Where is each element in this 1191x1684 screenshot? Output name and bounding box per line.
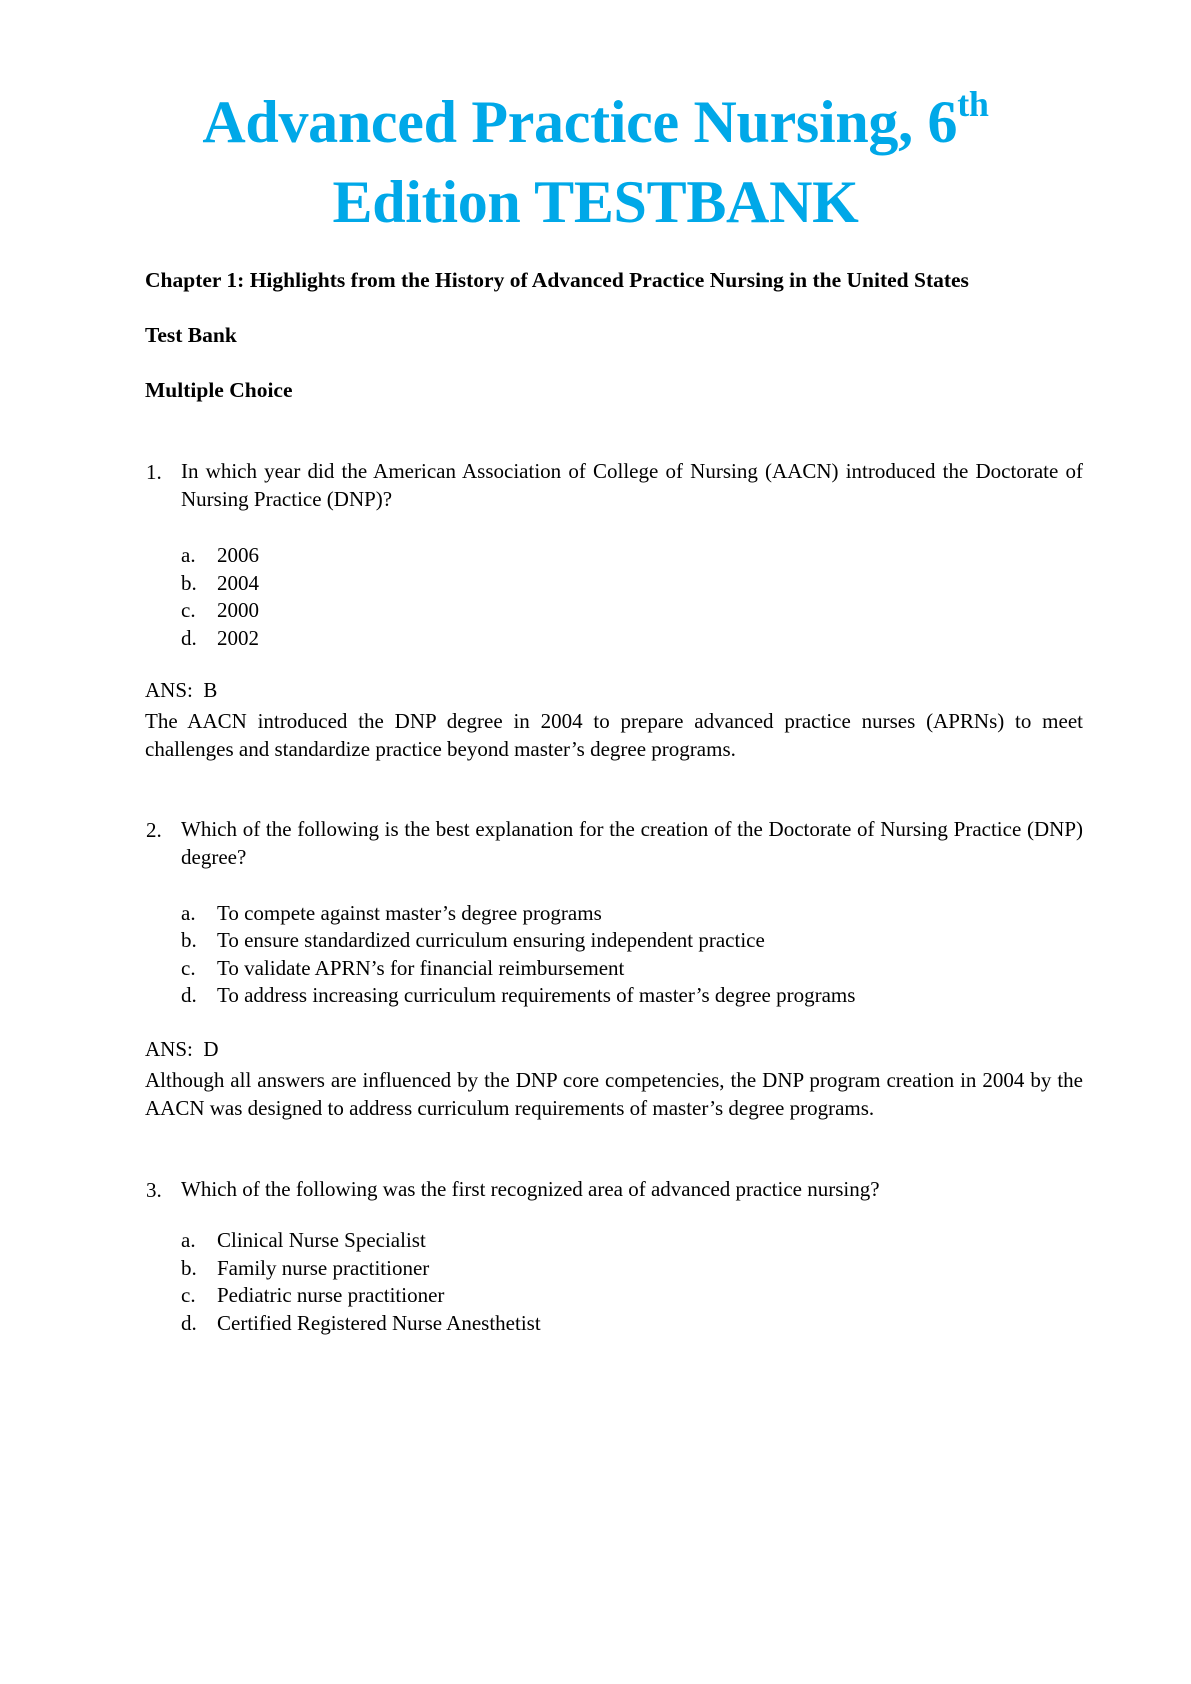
option-text: 2004 (217, 571, 259, 595)
option-text: 2006 (217, 543, 259, 567)
option-text: 2000 (217, 598, 259, 622)
option-letter: a. (181, 1228, 196, 1252)
option-text: Clinical Nurse Specialist (217, 1228, 426, 1252)
question-text: Which of the following is the best explanation for the creation of the Doctorate of Nursing Practice (DNP) degree? (181, 817, 1083, 869)
option-letter: a. (181, 543, 196, 567)
section-label: Test Bank (145, 323, 237, 347)
option-letter: d. (181, 983, 197, 1007)
answer-key: ANS: B (145, 678, 218, 702)
answer-explanation: The AACN introduced the DNP degree in 2004 to prepare advanced practice nurses (APRNs) to meet challenges and standardize practice beyond master’s degree programs. (145, 709, 1083, 761)
answer-explanation: Although all answers are influenced by the DNP core competencies, the DNP program creation in 2004 by the AACN was designed to address curriculum requirements of master’s degree programs. (145, 1068, 1083, 1120)
option-text: Family nurse practitioner (217, 1256, 430, 1280)
question-number: 3. (146, 1178, 162, 1202)
question-text: In which year did the American Association of College of Nursing (AACN) introduced the Doctorate of Nursing Practice (DNP)? (181, 459, 1083, 511)
question-text: Which of the following was the first recognized area of advanced practice nursing? (181, 1177, 880, 1201)
question-number: 1. (146, 460, 162, 484)
answer-key: ANS: D (145, 1037, 219, 1061)
option-letter: d. (181, 1311, 197, 1335)
title-text: Advanced Practice Nursing, 6 (202, 89, 958, 155)
option-text: To compete against master’s degree programs (217, 901, 602, 925)
document-title-line2: Edition TESTBANK (332, 169, 859, 235)
option-text: To address increasing curriculum requirements of master’s degree programs (217, 983, 856, 1007)
document-title-line1 (0, 82, 1191, 170)
option-letter: c. (181, 956, 196, 980)
option-text: To ensure standardized curriculum ensuring independent practice (217, 928, 765, 952)
chapter-heading: Chapter 1: Highlights from the History of Advanced Practice Nursing in the United States (145, 268, 969, 292)
option-text: 2002 (217, 626, 259, 650)
option-letter: a. (181, 901, 196, 925)
option-letter: b. (181, 1256, 197, 1280)
option-letter: b. (181, 571, 197, 595)
option-text: Pediatric nurse practitioner (217, 1283, 445, 1307)
option-text: To validate APRN’s for financial reimbursement (217, 956, 625, 980)
option-letter: c. (181, 598, 196, 622)
question-number: 2. (146, 818, 162, 842)
option-text: Certified Registered Nurse Anesthetist (217, 1311, 541, 1335)
option-letter: c. (181, 1283, 196, 1307)
question-type-heading: Multiple Choice (145, 378, 293, 402)
title-superscript: th (957, 84, 989, 124)
option-letter: d. (181, 626, 197, 650)
option-letter: b. (181, 928, 197, 952)
